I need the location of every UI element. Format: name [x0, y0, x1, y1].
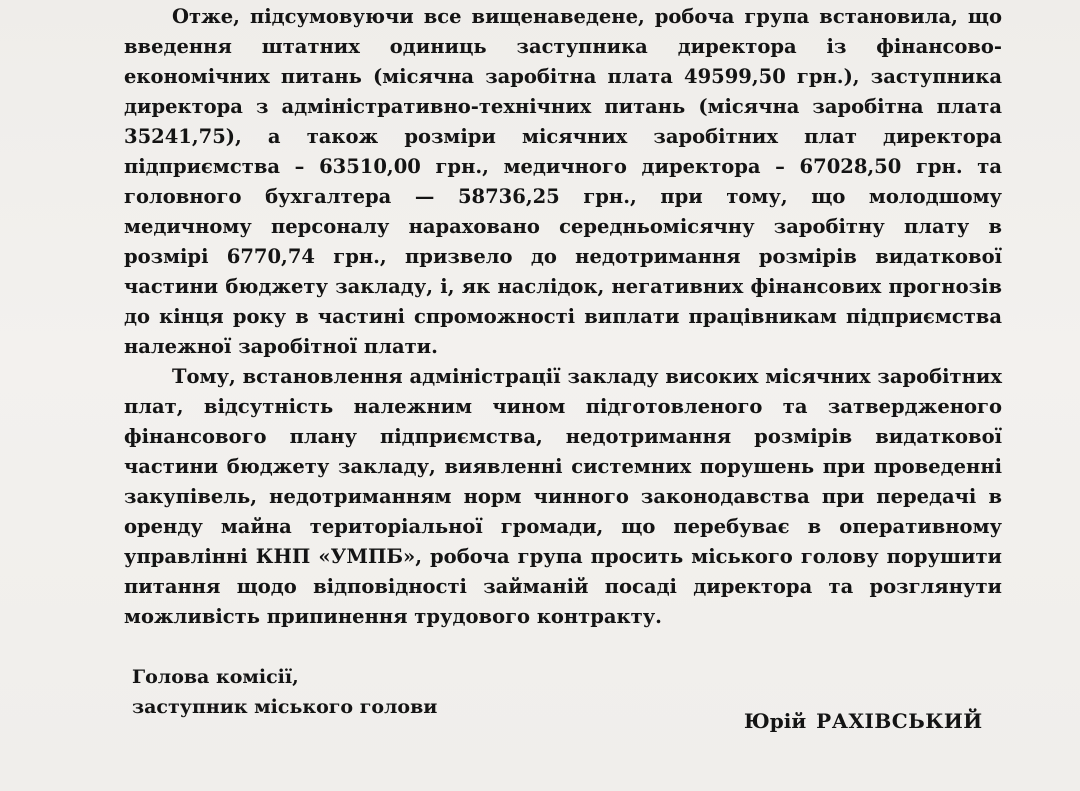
signature-block	[132, 662, 437, 722]
signatory-surname: РАХІВСЬКИЙ	[816, 709, 983, 733]
paragraph-request: Тому, встановлення адміністрації закладу високих місячних заробітних плат, відсутність належним чином підготовленого та затвердженого фінансового плану підприємства, недотримання розмірів видаткової частини бюджету закладу, виявленні системних порушень при проведенні закупівель, недотриманням норм чинного законодавства при передачі в оренду майна територіальної громади, що перебуває в оперативному управлінні КНП «УМПБ», робоча група просить міського голову порушити питання щодо відповідності займаній посаді директора та розглянути можливість припинення трудового контракту.	[124, 365, 1002, 628]
paragraph-conclusion: Отже, підсумовуючи все вищенаведене, робоча група встановила, що введення штатних одиниць заступника директора із фінансово-економічних питань (місячна заробітна плата 49599,50 грн.), заступника директора з адміністративно-технічних питань (місячна заробітна плата 35241,75), а також розміри місячних заробітних плат директора підприємства – 63510,00 грн., медичного директора – 67028,50 грн. та головного бухгалтера — 58736,25 грн., при тому, що молодшому медичному персоналу нараховано середньомісячну заробітну плату в розмірі 6770,74 грн., призвело до недотримання розмірів видаткової частини бюджету закладу, і, як наслідок, негативних фінансових прогнозів до кінця року в частині спроможності виплати працівникам підприємства належної заробітної плати.	[124, 5, 1002, 358]
signatory-title-line-2: заступник міського голови	[132, 696, 438, 718]
signatory-title-line-1: Голова комісії,	[132, 666, 299, 688]
signatory-first-name: Юрій	[744, 709, 807, 733]
document-body	[124, 2, 1002, 632]
signatory-name	[744, 706, 983, 736]
